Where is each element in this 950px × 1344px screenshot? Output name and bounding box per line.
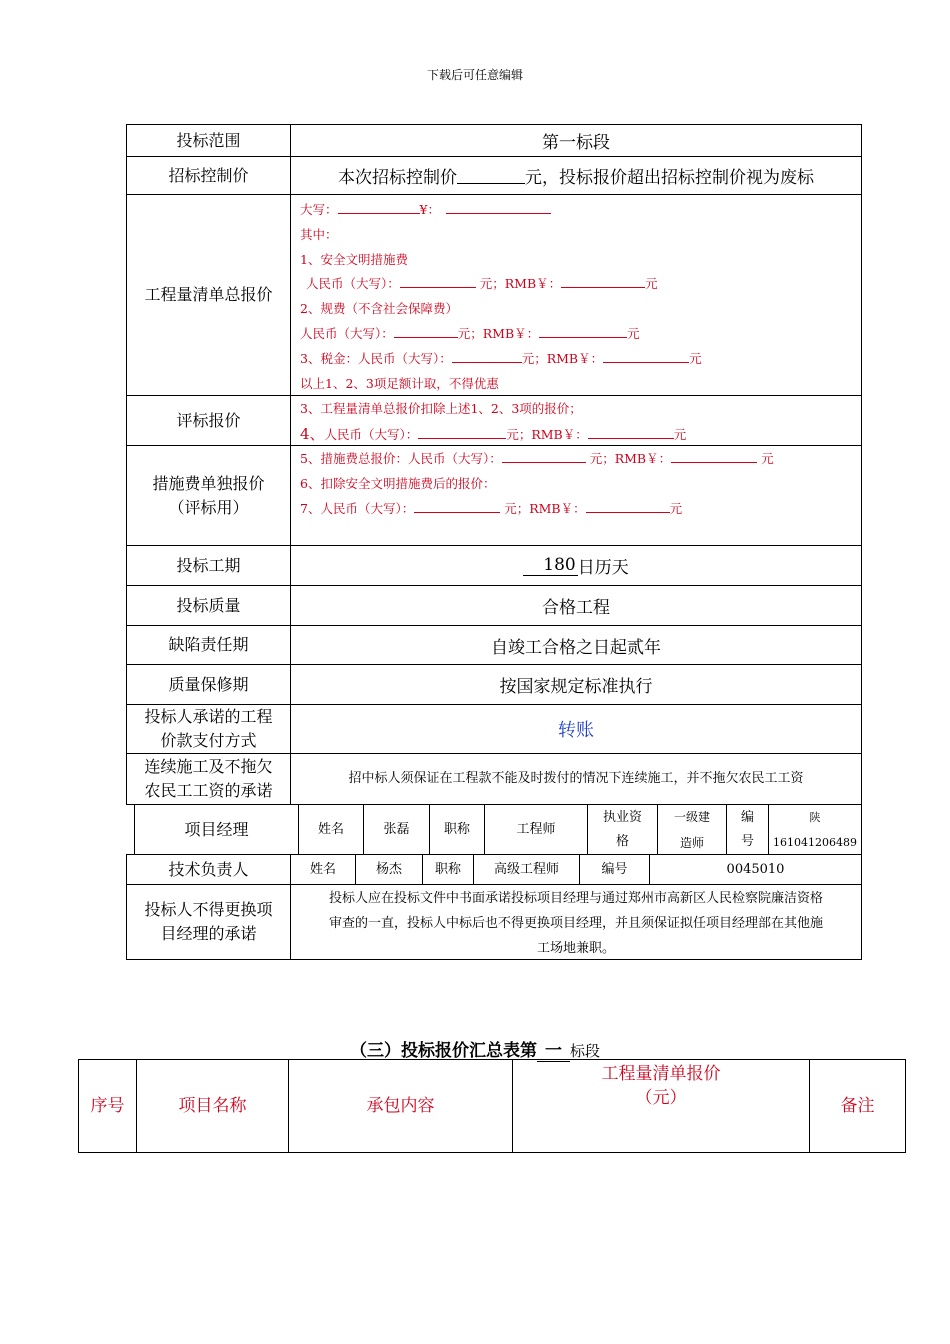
- text: 元: [627, 325, 640, 341]
- tech-name: 杨杰: [355, 854, 423, 885]
- total-quote-line1: [300, 198, 861, 223]
- pm-name: 张磊: [363, 804, 430, 855]
- total-quote-line4: [300, 272, 861, 297]
- text-yen: ¥：: [419, 202, 440, 217]
- total-quote-line3: 1、安全文明措施费: [300, 251, 408, 267]
- pm-qual: [657, 804, 727, 855]
- total-quote-line5: 2、规费（不含社会保障费）: [300, 301, 458, 317]
- tech-no: 0045010: [649, 854, 862, 885]
- label-line: 执业资: [602, 809, 642, 825]
- blank: [561, 273, 645, 288]
- tech-title: 高级工程师: [473, 854, 580, 885]
- quality-label: 投标质量: [126, 585, 291, 626]
- blank: [446, 199, 551, 214]
- tech-no-label: 编号: [579, 854, 650, 885]
- pm-title-label: 职称: [429, 804, 485, 855]
- blank: [400, 273, 476, 288]
- control-price-label: 招标控制价: [126, 156, 291, 195]
- text-line: 投标人应在投标文件中书面承诺投标项目经理与通过郑州市高新区人民检察院廉洁资格: [328, 891, 823, 906]
- col-header-name: 项目名称: [136, 1059, 289, 1153]
- blank: [394, 323, 458, 338]
- col-header-remark: 备注: [809, 1059, 906, 1153]
- blank: [539, 323, 627, 338]
- payment-label: [126, 704, 291, 754]
- pm-no: [768, 804, 862, 855]
- total-quote-line2: 其中：: [300, 226, 338, 242]
- control-price-value: [290, 156, 862, 195]
- eval-quote-line1: 3、工程量清单总报价扣除上述1、2、3项的报价；: [300, 401, 582, 416]
- label-line: 农民工工资的承诺: [144, 781, 273, 800]
- label-line: 格: [615, 833, 629, 849]
- no-replace-value: [290, 884, 862, 960]
- text: 元: [645, 276, 658, 292]
- total-quote-label: 工程量清单总报价: [126, 194, 291, 396]
- control-price-suffix: 元，投标报价超出招标控制价视为废标: [525, 168, 814, 188]
- label-line: 编: [740, 809, 754, 825]
- text-line: 审查的一直，投标人中标后也不得更换项目经理，并且须保证拟任项目经理部在其他施: [328, 916, 823, 931]
- label-line: 连续施工及不拖欠: [144, 757, 273, 776]
- text: 5、措施费总报价：人民币（大写）：: [300, 451, 502, 466]
- measure-quote-content: [290, 445, 862, 546]
- continuous-value: 招中标人须保证在工程款不能及时拨付的情况下连续施工，并不拖欠农民工工资: [290, 753, 862, 805]
- text: 元: [669, 500, 683, 516]
- scope-label: 投标范围: [126, 124, 291, 157]
- control-price-blank: [457, 167, 525, 184]
- text: 元；RMB￥：: [500, 500, 586, 516]
- no-replace-label: [126, 884, 291, 960]
- period-label: 投标工期: [126, 545, 291, 586]
- eval-quote-content: [290, 395, 862, 446]
- text: 7、人民币（大写）：: [300, 500, 415, 516]
- blank: [588, 424, 674, 439]
- warranty-value: 按国家规定标准执行: [290, 664, 862, 705]
- text: 元；RMB￥：: [506, 426, 588, 442]
- text: 人民币（大写）：: [306, 276, 400, 292]
- total-quote-line8: 以上1、2、3项足额计取，不得优惠: [300, 375, 499, 391]
- pm-name-label: 姓名: [298, 804, 364, 855]
- blank: [414, 498, 500, 513]
- label-line: 措施费单独报价: [152, 473, 265, 493]
- blank: [418, 424, 506, 439]
- text: 元: [757, 451, 774, 466]
- tech-name-label: 姓名: [290, 854, 356, 885]
- measure-quote-line2: 6、扣除安全文明措施费后的报价：: [300, 475, 496, 491]
- measure-quote-line3: [300, 497, 861, 522]
- summary-title-text: （三）投标报价汇总表第: [349, 1041, 537, 1061]
- blank: [671, 448, 757, 463]
- label-line: 号: [740, 833, 754, 849]
- text: 3、税金：人民币（大写）：: [300, 350, 452, 366]
- eval-quote-line2: [300, 422, 861, 448]
- text: 人民币（大写）：: [324, 426, 419, 442]
- tech-label: 技术负责人: [126, 854, 291, 885]
- value-line: 161041206489: [773, 835, 857, 849]
- text-daxie: 大写：: [300, 202, 338, 217]
- summary-title: [0, 1036, 950, 1061]
- blank: [586, 498, 670, 513]
- text: 元；RMB￥：: [457, 325, 540, 341]
- header-line: 工程量清单报价: [601, 1064, 721, 1084]
- summary-title-num: 一: [537, 1041, 570, 1062]
- pm-label: 项目经理: [134, 804, 299, 855]
- total-quote-line6: [300, 322, 861, 347]
- label-line: 价款支付方式: [160, 731, 257, 750]
- pm-qual-label: [587, 804, 658, 855]
- value-line: 造师: [679, 835, 704, 850]
- control-price-prefix: 本次招标控制价: [338, 168, 457, 188]
- warranty-label: 质量保修期: [126, 664, 291, 705]
- text: 人民币（大写）：: [300, 325, 394, 341]
- text-line: 工场地兼职。: [536, 941, 615, 956]
- label-line: 投标人承诺的工程: [144, 707, 273, 726]
- eval-quote-label: 评标报价: [126, 395, 291, 446]
- col-header-content: 承包内容: [288, 1059, 513, 1153]
- label-line: 投标人不得更换项: [144, 900, 273, 919]
- text: 元；RMB￥：: [585, 451, 672, 466]
- blank: [452, 348, 522, 363]
- scope-value: 第一标段: [290, 124, 862, 157]
- value-line: 陕: [809, 810, 821, 824]
- defect-label: 缺陷责任期: [126, 625, 291, 665]
- text: 4、: [300, 424, 325, 443]
- defect-value: 自竣工合格之日起贰年: [290, 625, 862, 665]
- value-line: 一级建: [673, 809, 710, 824]
- period-unit: 日历天: [577, 558, 629, 578]
- period-value: [290, 545, 862, 586]
- summary-title-suffix: 标段: [569, 1042, 600, 1060]
- quality-value: 合格工程: [290, 585, 862, 626]
- label-line: 目经理的承诺: [160, 924, 257, 943]
- pm-no-label: [726, 804, 769, 855]
- col-header-no: 序号: [78, 1059, 137, 1153]
- blank: [502, 448, 586, 463]
- label-line: （评标用）: [168, 497, 249, 517]
- pm-title: 工程师: [484, 804, 588, 855]
- blank: [603, 348, 689, 363]
- measure-quote-label: [126, 445, 291, 546]
- header-line: （元）: [635, 1088, 687, 1108]
- header-note: 下载后可任意编辑: [426, 68, 523, 82]
- text: 元: [689, 350, 702, 366]
- text: 元: [673, 426, 687, 442]
- total-quote-content: [290, 194, 862, 396]
- continuous-label: [126, 753, 291, 805]
- text: 元；RMB￥：: [475, 276, 562, 292]
- payment-value: 转账: [290, 704, 862, 754]
- blank: [338, 199, 420, 214]
- measure-quote-line1: [300, 447, 861, 472]
- total-quote-line7: [300, 347, 861, 372]
- text: 元；RMB￥：: [521, 350, 604, 366]
- tech-title-label: 职称: [422, 854, 474, 885]
- col-header-price: [512, 1059, 810, 1153]
- period-days: 180: [523, 555, 577, 576]
